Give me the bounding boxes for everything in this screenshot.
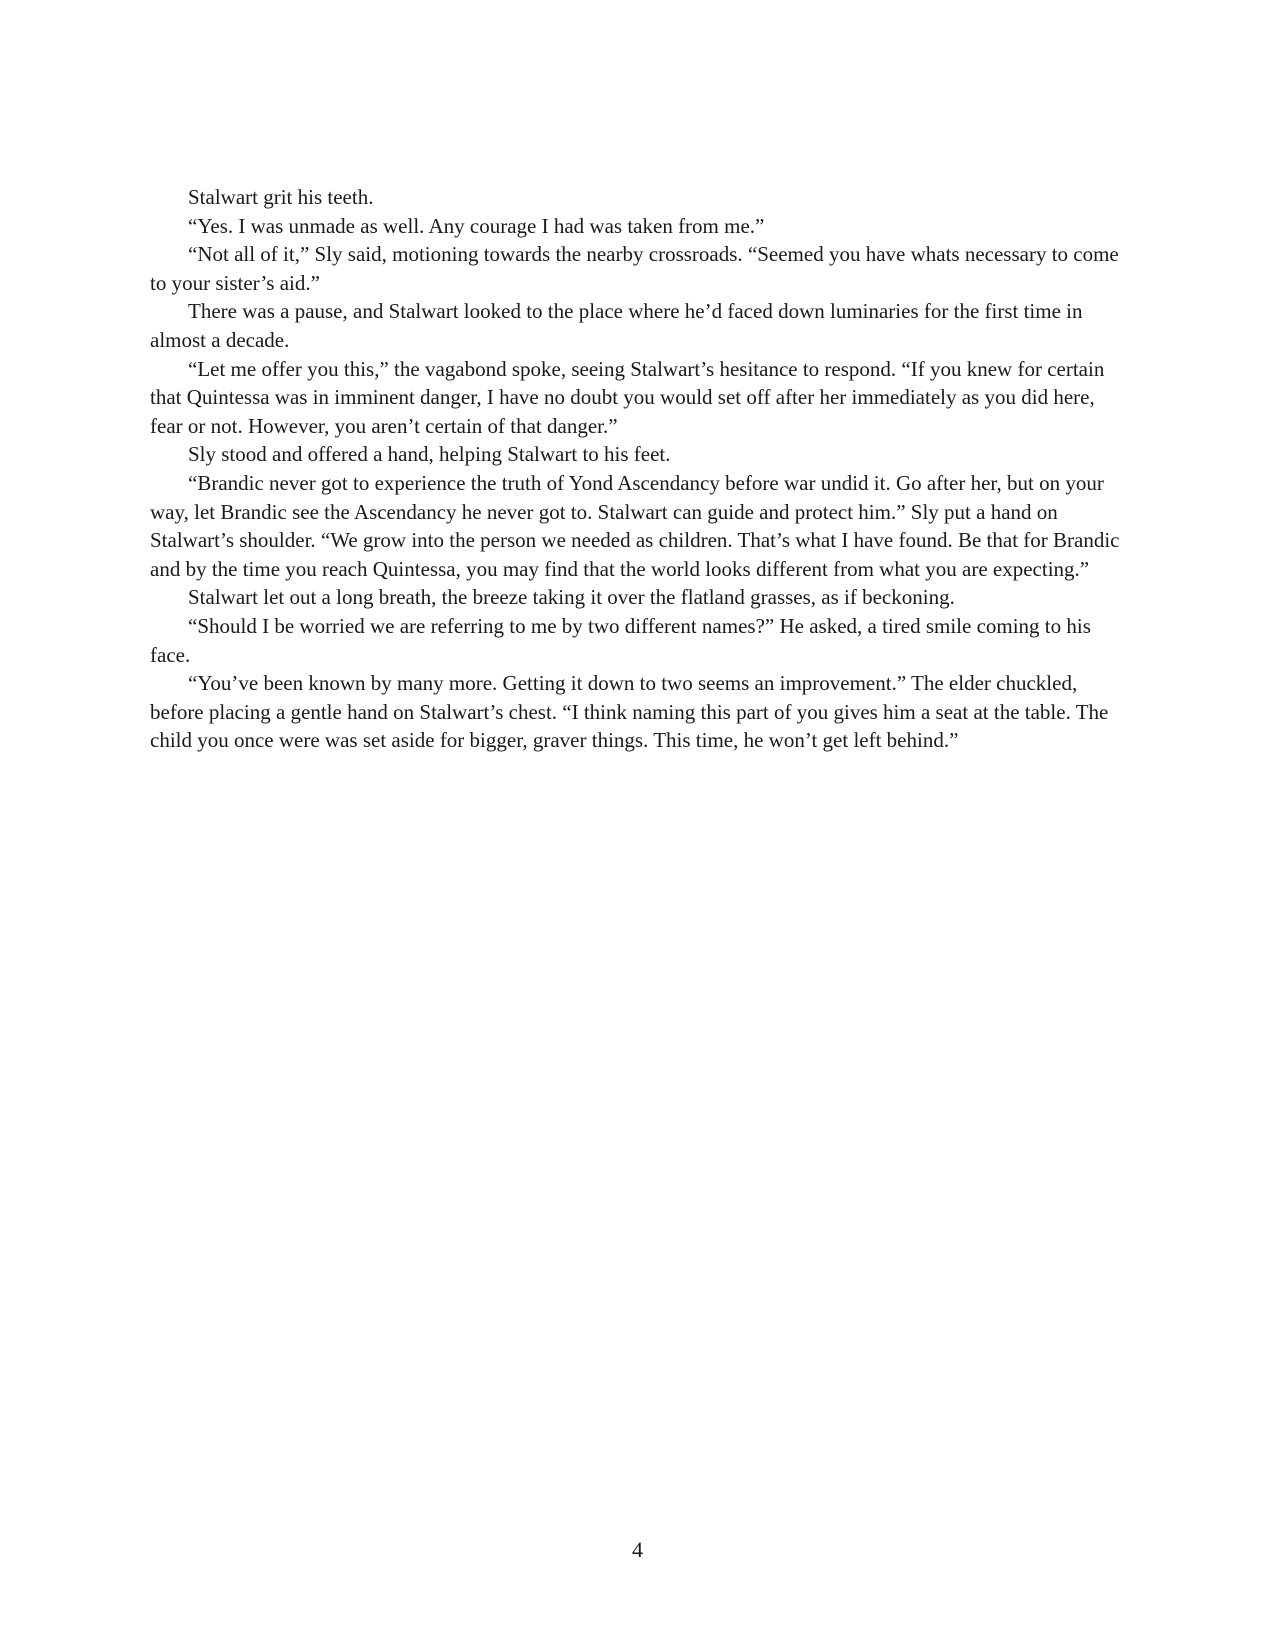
paragraph: “Yes. I was unmade as well. Any courage I had was taken from me.” — [188, 213, 765, 238]
paragraph: “Brandic never got to experience the truth of Yond Ascendancy before war undid it. Go after her, but on your way, let Brandic see the Ascendancy he never got to. Stalwart can guide and protect him.” Sly put a hand on Stalwart’s shoulder. “We grow into the person we needed as children. That’s what I have found. Be that for Brandic and by the time you reach Quintessa, you may find that the world looks different from what you are expecting.” — [150, 470, 1120, 581]
paragraph: Sly stood and offered a hand, helping Stalwart to his feet. — [188, 442, 671, 467]
paragraph: Stalwart grit his teeth. — [188, 185, 374, 209]
paragraph: There was a pause, and Stalwart looked to the place where he’d faced down luminaries for the first time in almost a decade. — [150, 299, 1083, 352]
paragraph: “Not all of it,” Sly said, motioning towards the nearby crossroads. “Seemed you have whats necessary to come to your sister’s aid.” — [150, 242, 1119, 295]
body-text — [150, 183, 1130, 755]
paragraph: Stalwart let out a long breath, the breeze taking it over the flatland grasses, as if beckoning. — [188, 585, 955, 610]
page-number: 4 — [632, 1537, 643, 1562]
paragraph: “Let me offer you this,” the vagabond spoke, seeing Stalwart’s hesitance to respond. “If you knew for certain that Quintessa was in imminent danger, I have no doubt you would set off after her immediately as you did here, fear or not. However, you aren’t certain of that danger.” — [150, 356, 1105, 438]
paragraph: “Should I be worried we are referring to me by two different names?” He asked, a tired smile coming to his face. — [150, 613, 1091, 667]
paragraph: “You’ve been known by many more. Getting it down to two seems an improvement.” The elder chuckled, before placing a gentle hand on Stalwart’s chest. “I think naming this part of you gives him a seat at the table. The child you once were was set aside for bigger, graver things. This time, he won’t get left behind.” — [150, 671, 1109, 753]
